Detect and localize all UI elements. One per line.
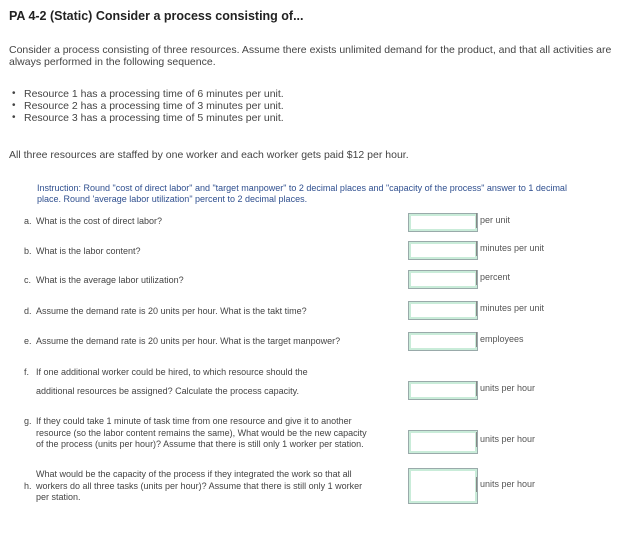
question-text: additional resources be assigned? Calculate the process capacity. — [36, 385, 299, 396]
question-label: d. — [24, 306, 32, 316]
answer-input-c[interactable] — [408, 270, 478, 289]
question-label: b. — [24, 246, 32, 256]
unit-label-g: units per hour — [476, 432, 535, 447]
unit-label-c: percent — [476, 270, 510, 285]
question-text: Assume the demand rate is 20 units per hour. What is the target manpower? — [36, 336, 341, 346]
answer-input-b[interactable] — [408, 241, 478, 260]
question-label: h. — [24, 480, 32, 491]
question-label: a. — [24, 216, 32, 226]
resource-item: • Resource 1 has a processing time of 6 minutes per unit. — [12, 88, 284, 100]
question-e — [24, 336, 340, 348]
question-b — [24, 246, 141, 258]
question-text: resource (so the labor content remains the same), What would be the new capacity — [36, 427, 367, 438]
unit-label-e: employees — [476, 332, 524, 347]
answer-input-e[interactable] — [408, 332, 478, 351]
question-label: e. — [24, 336, 32, 346]
question-d — [24, 306, 307, 318]
question-text: of the process (units per hour)? Assume that there is still only 1 worker per station. — [36, 439, 364, 449]
question-text: Assume the demand rate is 20 units per hour. What is the takt time? — [36, 306, 307, 316]
unit-label-a: per unit — [476, 213, 510, 228]
answer-input-g[interactable] — [408, 430, 478, 454]
unit-label-h: units per hour — [476, 477, 535, 492]
question-text: per station. — [36, 492, 81, 502]
staffing-text: All three resources are staffed by one worker and each worker gets paid $12 per hour. — [9, 149, 409, 161]
question-h — [24, 469, 362, 504]
question-label: f. — [24, 367, 30, 377]
question-text: If they could take 1 minute of task time from one resource and give it to another — [36, 416, 352, 426]
unit-label-f: units per hour — [476, 381, 535, 396]
question-text: If one additional worker could be hired, to which resource should the — [36, 367, 308, 377]
question-text: What would be the capacity of the process if they integrated the work so that all — [36, 469, 352, 479]
rounding-instruction: Instruction: Round "cost of direct labor" and "target manpower" to 2 decimal places and "capacity of the process" answer to 1 decimal place. Round 'average labor utilization" percent to 2 decimal places. — [37, 183, 567, 204]
question-text: What is the average labor utilization? — [36, 275, 184, 285]
question-label: c. — [24, 275, 32, 285]
question-label: g. — [24, 416, 32, 426]
resource-item: • Resource 2 has a processing time of 3 minutes per unit. — [12, 100, 284, 112]
unit-label-b: minutes per unit — [476, 241, 544, 256]
question-a — [24, 216, 162, 228]
question-text: workers do all three tasks (units per hour)? Assume that there is still only 1 worker — [36, 480, 363, 491]
question-text: What is the labor content? — [36, 246, 141, 256]
problem-title: PA 4-2 (Static) Consider a process consisting of... — [9, 9, 304, 23]
question-f — [24, 367, 308, 397]
answer-input-f[interactable] — [408, 381, 478, 400]
resource-list — [12, 88, 284, 124]
answer-input-a[interactable] — [408, 213, 478, 232]
problem-intro: Consider a process consisting of three resources. Assume there exists unlimited demand for the product, and that all activities are always performed in the following sequence. — [9, 44, 612, 68]
unit-label-d: minutes per unit — [476, 301, 544, 316]
question-g — [24, 416, 367, 451]
resource-item: • Resource 3 has a processing time of 5 minutes per unit. — [12, 112, 284, 124]
question-c — [24, 275, 184, 287]
question-text: What is the cost of direct labor? — [36, 216, 163, 226]
answer-input-d[interactable] — [408, 301, 478, 320]
answer-input-h[interactable] — [408, 468, 478, 504]
